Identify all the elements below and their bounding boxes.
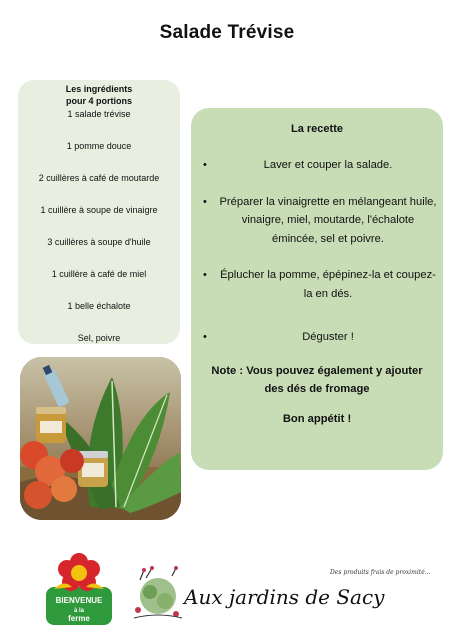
logo-text-line3: ferme	[68, 614, 90, 623]
ingredients-list	[18, 107, 180, 363]
recipe-panel	[191, 108, 443, 470]
recipe-heading: La recette	[291, 123, 343, 135]
ingredients-panel	[18, 80, 180, 344]
vegetable-illustration-icon	[132, 566, 184, 622]
bullet-icon: •	[203, 331, 207, 343]
recipe-step-text: Éplucher la pomme, épépinez-la et coupez-la en dés.	[220, 269, 436, 300]
recipe-step-text: Préparer la vinaigrette en mélangeant huile, vinaigre, miel, moutarde, l'échalote émincée, sel et poivre.	[219, 195, 437, 245]
recipe-step	[191, 193, 443, 249]
salad-photo-illustration	[20, 357, 181, 520]
ingredient-item: 1 salade trévise	[67, 109, 131, 119]
recipe-step	[191, 328, 443, 347]
recipe-steps	[191, 156, 443, 347]
ingredient-item: 3 cuillères à soupe d'huile	[47, 237, 151, 247]
salad-photo	[20, 357, 181, 520]
garden-icon	[132, 566, 184, 622]
logo-text-line1: BIENVENUE	[55, 596, 103, 605]
ingredient-item: 2 cuillères à café de moutarde	[38, 173, 160, 183]
brand-tagline: Des produits frais de proximité...	[330, 569, 431, 576]
bienvenue-a-la-ferme-logo	[44, 553, 114, 627]
brand-name: Aux jardins de Sacy	[184, 585, 385, 609]
ingredient-item: Sel, poivre	[77, 333, 121, 343]
ingredient-item: 1 cuillère à soupe de vinaigre	[40, 205, 158, 215]
page-title: Salade Trévise	[159, 22, 295, 43]
bullet-icon: •	[203, 269, 207, 281]
bullet-icon: •	[203, 159, 207, 171]
recipe-step-text: Laver et couper la salade.	[263, 159, 393, 171]
bullet-icon: •	[203, 195, 207, 208]
closing-text: Bon appétit !	[282, 412, 352, 425]
recipe-step	[191, 156, 443, 175]
ingredient-item: 1 belle échalote	[67, 301, 131, 311]
logo-text-line2: à la	[73, 608, 85, 614]
flower-logo-icon	[44, 553, 114, 627]
ingredient-item: 1 pomme douce	[66, 141, 132, 151]
recipe-note: Note : Vous pouvez également y ajouter des dés de fromage	[211, 364, 423, 395]
ingredients-heading-line1: Les ingrédients	[65, 84, 133, 94]
recipe-step	[191, 266, 443, 303]
ingredients-heading	[18, 83, 180, 107]
ingredient-item: 1 cuillère à café de miel	[51, 269, 147, 279]
recipe-step-text: Déguster !	[302, 331, 354, 343]
ingredients-heading-line2: pour 4 portions	[66, 96, 132, 106]
